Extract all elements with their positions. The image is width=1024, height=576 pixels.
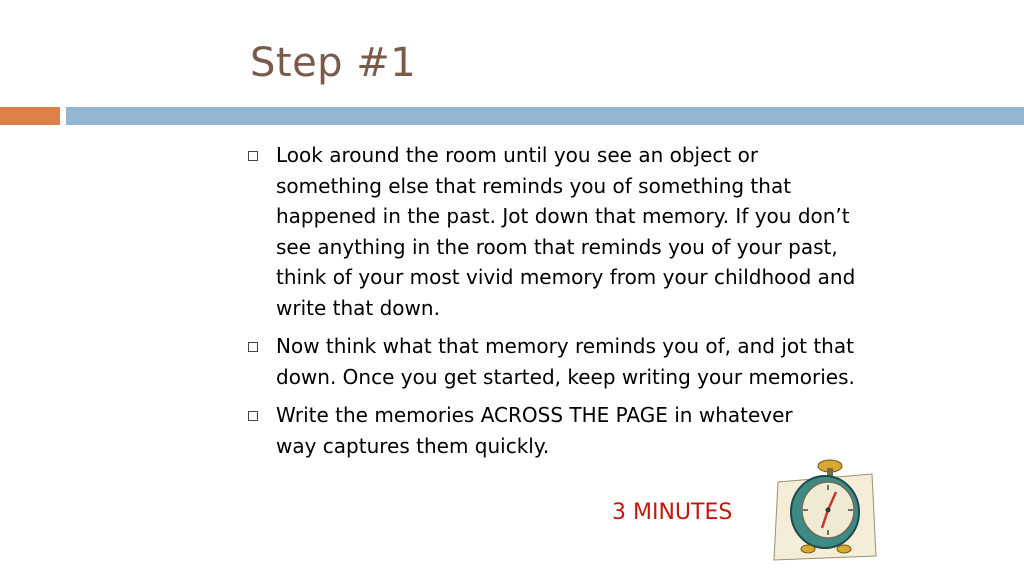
accent-bar-blue xyxy=(66,107,1024,125)
bullet-item xyxy=(248,140,868,323)
alarm-clock-icon xyxy=(770,452,880,562)
time-note: 3 MINUTES xyxy=(612,500,733,525)
accent-bar-orange xyxy=(0,107,60,125)
bullet-list xyxy=(248,140,868,469)
square-bullet-icon xyxy=(248,342,258,352)
bullet-text: Look around the room until you see an object or something else that reminds you of something that happened in the past. Jot down that memory. If you don’t see anything in the room that reminds you of your past, think of your most vivid memory from your childhood and write that down. xyxy=(276,143,856,320)
bullet-item xyxy=(248,331,868,392)
square-bullet-icon xyxy=(248,411,258,421)
bullet-text: Write the memories ACROSS THE PAGE in whatever way captures them quickly. xyxy=(276,403,793,458)
square-bullet-icon xyxy=(248,151,258,161)
bullet-text: Now think what that memory reminds you of, and jot that down. Once you get started, keep writing your memories. xyxy=(276,334,855,389)
slide-title: Step #1 xyxy=(250,40,417,86)
bullet-item xyxy=(248,400,796,461)
